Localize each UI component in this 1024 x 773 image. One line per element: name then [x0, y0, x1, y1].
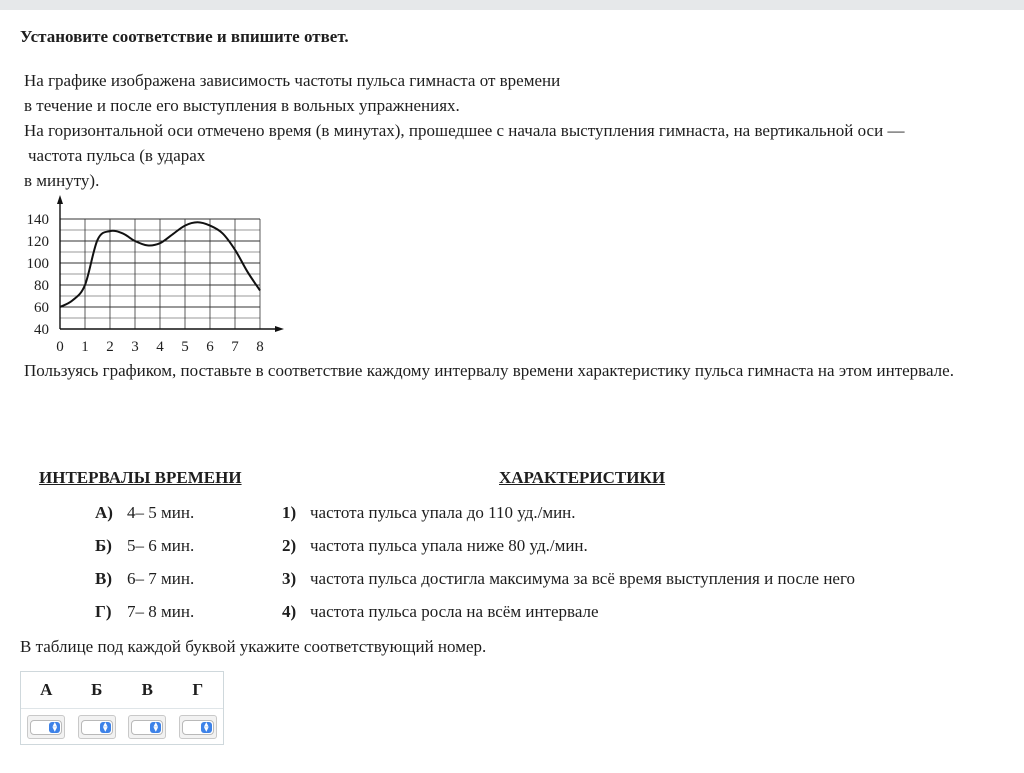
select-box[interactable]	[81, 720, 113, 735]
select-arrows-icon: ▲ ▼	[100, 722, 111, 733]
select-arrows-icon: ▲ ▼	[201, 722, 212, 733]
characteristic-number: 3)	[282, 569, 297, 588]
answer-letter-v: В	[141, 680, 153, 699]
y-tick-label: 40	[34, 322, 49, 338]
answer-letter-b: Б	[91, 680, 103, 699]
characteristic-text: частота пульса упала ниже 80 уд./мин.	[310, 536, 588, 555]
characteristic-2	[282, 536, 588, 556]
intro-line-1: На графике изображена зависимость частоты пульса гимнаста от времени	[24, 71, 561, 90]
characteristic-1	[282, 503, 576, 523]
top-bar	[0, 0, 1024, 10]
interval-text: 6– 7 мин.	[127, 569, 195, 588]
characteristics-header: ХАРАКТЕРИСТИКИ	[499, 468, 666, 487]
interval-letter: Г)	[95, 602, 112, 621]
x-tick-label: 4	[156, 339, 164, 355]
interval-text: 4– 5 мин.	[127, 503, 195, 522]
characteristic-number: 4)	[282, 602, 297, 621]
pulse-chart	[18, 192, 290, 357]
select-arrows-icon: ▲ ▼	[150, 722, 161, 733]
y-tick-label: 140	[26, 212, 49, 228]
y-axis-arrow-icon	[57, 195, 63, 204]
axes-text-1: На горизонтальной оси отмечено время (в минутах), прошедшее с начала выступления гимнаста, на вертикальной оси —	[24, 121, 905, 140]
interval-v	[95, 569, 194, 589]
y-tick-label: 120	[26, 234, 49, 250]
select-box[interactable]	[182, 720, 214, 735]
x-tick-label: 7	[231, 339, 239, 355]
x-tick-label: 1	[81, 339, 89, 355]
answer-letter-g: Г	[192, 680, 204, 699]
characteristic-text: частота пульса росла на всём интервале	[310, 602, 599, 621]
characteristic-4	[282, 602, 599, 622]
x-tick-label: 5	[181, 339, 189, 355]
answer-select-g[interactable]	[179, 715, 217, 739]
characteristic-number: 2)	[282, 536, 297, 555]
x-tick-label: 3	[131, 339, 139, 355]
y-tick-label: 80	[34, 278, 49, 294]
question-text: Пользуясь графиком, поставьте в соответствие каждому интервалу времени характеристику пульса гимнаста на этом интервале.	[24, 361, 954, 380]
y-tick-label: 60	[34, 300, 49, 316]
answer-table-header-row	[21, 672, 223, 709]
select-arrows-icon: ▲ ▼	[49, 722, 60, 733]
characteristic-text: частота пульса достигла максимума за всё время выступления и после него	[310, 569, 856, 588]
answer-cell	[21, 715, 72, 739]
x-axis-arrow-icon	[275, 326, 284, 332]
answer-cell	[173, 715, 224, 739]
y-tick-label: 100	[26, 256, 49, 272]
instruction-text: В таблице под каждой буквой укажите соответствующий номер.	[20, 637, 487, 656]
select-box[interactable]	[131, 720, 163, 735]
intro-text	[24, 68, 624, 118]
select-box[interactable]	[30, 720, 62, 735]
interval-text: 7– 8 мин.	[127, 602, 195, 621]
interval-letter: В)	[95, 569, 112, 588]
axes-text-3: в минуту).	[24, 171, 100, 190]
answer-select-a[interactable]	[27, 715, 65, 739]
answer-cell	[72, 715, 123, 739]
interval-letter: А)	[95, 503, 113, 522]
x-tick-label: 6	[206, 339, 214, 355]
x-tick-label: 2	[106, 339, 114, 355]
answer-table	[20, 671, 224, 745]
axes-text-2: частота пульса (в ударах	[28, 146, 206, 165]
answer-table-select-row	[21, 709, 223, 745]
interval-letter: Б)	[95, 536, 112, 555]
interval-text: 5– 6 мин.	[127, 536, 195, 555]
task-title: Установите соответствие и впишите ответ.	[20, 27, 349, 46]
axes-description	[24, 118, 997, 193]
x-tick-label: 0	[56, 339, 64, 355]
answer-cell	[122, 715, 173, 739]
characteristic-number: 1)	[282, 503, 297, 522]
characteristic-text: частота пульса упала до 110 уд./мин.	[310, 503, 576, 522]
x-tick-label: 8	[256, 339, 264, 355]
answer-letter-a: А	[40, 680, 53, 699]
answer-select-v[interactable]	[128, 715, 166, 739]
characteristic-3	[282, 569, 855, 589]
intervals-header: ИНТЕРВАЛЫ ВРЕМЕНИ	[39, 468, 242, 487]
answer-select-b[interactable]	[78, 715, 116, 739]
interval-g	[95, 602, 194, 622]
intro-line-2: в течение и после его выступления в вольных упражнениях.	[24, 96, 460, 115]
interval-a	[95, 503, 194, 523]
interval-b	[95, 536, 194, 556]
